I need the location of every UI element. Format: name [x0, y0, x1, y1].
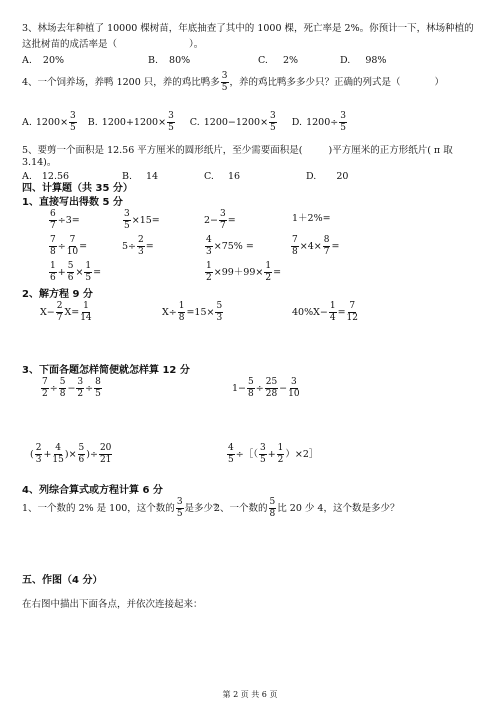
calc-op: ×99＋99× — [213, 266, 264, 278]
q4-option-expr: 1200−1200× — [203, 116, 269, 128]
q5-line1 — [22, 146, 453, 156]
q5-option-d — [306, 172, 348, 182]
q4-option-letter: B. — [87, 116, 98, 128]
calc-op: + — [57, 266, 66, 278]
calc-2-4: $\frac{7}{8}$ ×4× $\frac{8}{7}$ = — [292, 235, 340, 257]
q4-stem — [22, 72, 444, 93]
calc-1-2: $\frac{3}{5}$ ×15= — [124, 209, 160, 231]
op: + — [267, 448, 276, 460]
q4-option-expr: 1200× — [35, 116, 69, 128]
q3-option-text: 2% — [282, 55, 299, 66]
op: )÷ — [86, 448, 98, 460]
op: ÷ — [49, 382, 58, 394]
q5-option-text: 16 — [227, 171, 241, 182]
q5-line1-end: )平方厘米的正方形纸片( π 取 — [328, 145, 453, 156]
part-2-title: 2、解方程 9 分 — [22, 289, 93, 300]
q3-option-letter: B. — [148, 55, 159, 66]
q4-option-expr: 1200÷ — [306, 116, 339, 128]
wp-text: 2、一个数的 — [214, 502, 268, 514]
part-4-title: 4、列综合算式或方程计算 6 分 — [22, 485, 163, 496]
word-problem-1: 1、一个数的 2% 是 100，这个数的 $\frac{3}{5}$ 是多少？ — [22, 497, 223, 519]
q4-options — [22, 112, 348, 133]
q4-option-fraction: $\frac{3}{5}$ — [340, 111, 346, 133]
q4-option-fraction: $\frac{3}{5}$ — [270, 111, 276, 133]
calc-1-4 — [292, 214, 331, 224]
op: ÷［（ — [235, 448, 258, 460]
calc-op: = — [79, 240, 88, 252]
op: ÷ — [85, 382, 94, 394]
calc-op: ×75% = — [213, 240, 254, 252]
calc-op: 5÷ — [122, 240, 137, 252]
q5-option-text: 12.56 — [41, 171, 70, 182]
op: ÷ — [255, 382, 264, 394]
q3-option-letter: C. — [258, 55, 268, 66]
q5-option-letter: B. — [122, 171, 133, 182]
op: 1− — [232, 382, 247, 394]
q3-option-d — [340, 56, 386, 66]
q4-option-expr: 1200+1200× — [101, 116, 167, 128]
q3-option-a — [22, 56, 64, 66]
q5-option-letter: A. — [22, 171, 32, 182]
calc-op: = — [227, 214, 236, 226]
q3-option-c — [258, 56, 298, 66]
q5-option-c — [204, 172, 240, 182]
q3-line2-text: 这批树苗的成活率是（ — [22, 39, 118, 50]
simplify-c: ( $\frac{2}{3}$ + $\frac{4}{15}$ )× $\frac{5}{6}$ )÷ $\frac{20}{21}$ — [30, 443, 112, 465]
wp-text: 比 20 少 4，这个数是多少？ — [277, 502, 400, 514]
q5-line2: 3.14)。 — [22, 157, 57, 168]
q4-suffix: ，养的鸡比鸭多多少只？正确的列式是（ — [229, 76, 401, 88]
q5-option-a — [22, 172, 69, 182]
eq-op: X− — [40, 306, 55, 318]
eq-op: 40%X− — [292, 306, 328, 318]
q4-prefix: 4、一个饲养场，养鸭 1200 只，养的鸡比鸭多 — [22, 76, 220, 88]
section-4-title: 四、计算题（共 35 分） — [22, 183, 133, 194]
calc-op: ×15= — [131, 214, 160, 226]
word-problem-2: 2、一个数的 $\frac{5}{8}$ 比 20 少 4，这个数是多少？ — [214, 497, 400, 519]
equation-1: X− $\frac{2}{7}$ X= $\frac{1}{14}$ — [40, 301, 92, 323]
part-3-title: 3、下面各题怎样简便就怎样算 12 分 — [22, 365, 190, 376]
op: + — [43, 448, 52, 460]
q3-option-letter: A. — [22, 55, 32, 66]
calc-op: × — [75, 266, 84, 278]
calc-op: = — [331, 240, 340, 252]
q3-line1: 3、林场去年种植了 10000 棵树苗，年底抽查了其中的 1000 棵，死亡率是 2%。你预计一下，林场种植的 — [22, 23, 474, 34]
q4-option-letter: D. — [291, 116, 303, 128]
q5-option-letter: D. — [306, 171, 317, 182]
calc-op: ×4× — [299, 240, 322, 252]
calc-1-1: $\frac{6}{7}$ ÷3= — [50, 209, 80, 231]
op: ( — [30, 448, 34, 460]
simplify-b: 1− $\frac{5}{8}$ ÷ $\frac{25}{28}$ − $\frac{3}{10}$ — [232, 377, 300, 399]
q4-fraction: $\frac{3}{5}$ — [221, 71, 228, 93]
wp-text: 1、一个数的 2% 是 100，这个数的 — [22, 502, 175, 514]
q4-option-letter: C. — [189, 116, 200, 128]
simplify-a: $\frac{7}{2}$ ÷ $\frac{5}{8}$ − $\frac{3}{2}$ ÷ $\frac{8}{5}$ — [42, 377, 101, 399]
q4-suffix-end: ） — [434, 76, 445, 88]
calc-1-3: 2− $\frac{3}{7}$ = — [204, 209, 236, 231]
op: − — [279, 382, 288, 394]
calc-3-2: $\frac{1}{2}$ ×99＋99× $\frac{1}{2}$ = — [206, 261, 282, 283]
calc-op: = — [273, 266, 282, 278]
wp-text: 是多少？ — [184, 502, 223, 514]
q3-option-letter: D. — [340, 55, 351, 66]
calc-3-1: $\frac{1}{6}$ + $\frac{5}{6}$ × $\frac{1}{5}$ = — [50, 261, 102, 283]
q5-option-letter: C. — [204, 171, 214, 182]
q3-line2-end: ）。 — [189, 39, 204, 50]
eq-op: X= — [64, 306, 80, 318]
section-5-text: 在右图中描出下面各点，并依次连接起来： — [22, 599, 203, 610]
eq-op: =15× — [186, 306, 215, 318]
op: )× — [64, 448, 77, 460]
q5-option-b — [122, 172, 158, 182]
op: ）×2］ — [285, 448, 319, 460]
q3-option-text: 80% — [169, 55, 191, 66]
part-1-title: 1、直接写出得数 5 分 — [22, 197, 123, 208]
equation-2: X÷ $\frac{1}{8}$ =15× $\frac{5}{3}$ — [162, 301, 223, 323]
calc-op: ÷ — [57, 240, 66, 252]
section-5-title: 五、作图（4 分） — [22, 575, 103, 586]
calc-op: 1＋2%= — [292, 213, 331, 224]
q5-option-text: 14 — [146, 171, 159, 182]
calc-op: 2− — [204, 214, 219, 226]
eq-op: X÷ — [162, 306, 177, 318]
q4-option-letter: A. — [22, 116, 32, 128]
q4-option-fraction: $\frac{3}{5}$ — [168, 111, 174, 133]
op: − — [67, 382, 76, 394]
q3-option-b — [148, 56, 190, 66]
q4-option-fraction: $\frac{3}{5}$ — [70, 111, 76, 133]
calc-2-3: $\frac{4}{3}$ ×75% = — [206, 235, 254, 257]
calc-op: = — [145, 240, 154, 252]
calc-op: = — [93, 266, 102, 278]
equation-3: 40%X− $\frac{1}{4}$ = $\frac{7}{12}$ — [292, 301, 358, 323]
calc-op: ÷3= — [57, 214, 80, 226]
page-footer: 第 2 页 共 6 页 — [222, 690, 278, 699]
simplify-d: $\frac{4}{5}$ ÷［（ $\frac{3}{5}$ + $\frac{1}{2}$ ）×2］ — [228, 443, 319, 465]
eq-op: = — [337, 306, 346, 318]
q3-option-text: 20% — [42, 55, 65, 66]
calc-2-1: $\frac{7}{8}$ ÷ $\frac{7}{10}$ = — [50, 235, 88, 257]
q5-line1-text: 5、要剪一个面积是 12.56 平方厘米的圆形纸片，至少需要面积是( — [22, 145, 303, 156]
q5-option-text: 20 — [336, 171, 349, 182]
q3-option-text: 98% — [365, 55, 387, 66]
q3-line2 — [22, 40, 203, 50]
calc-2-2: 5÷ $\frac{2}{3}$ = — [122, 235, 154, 257]
